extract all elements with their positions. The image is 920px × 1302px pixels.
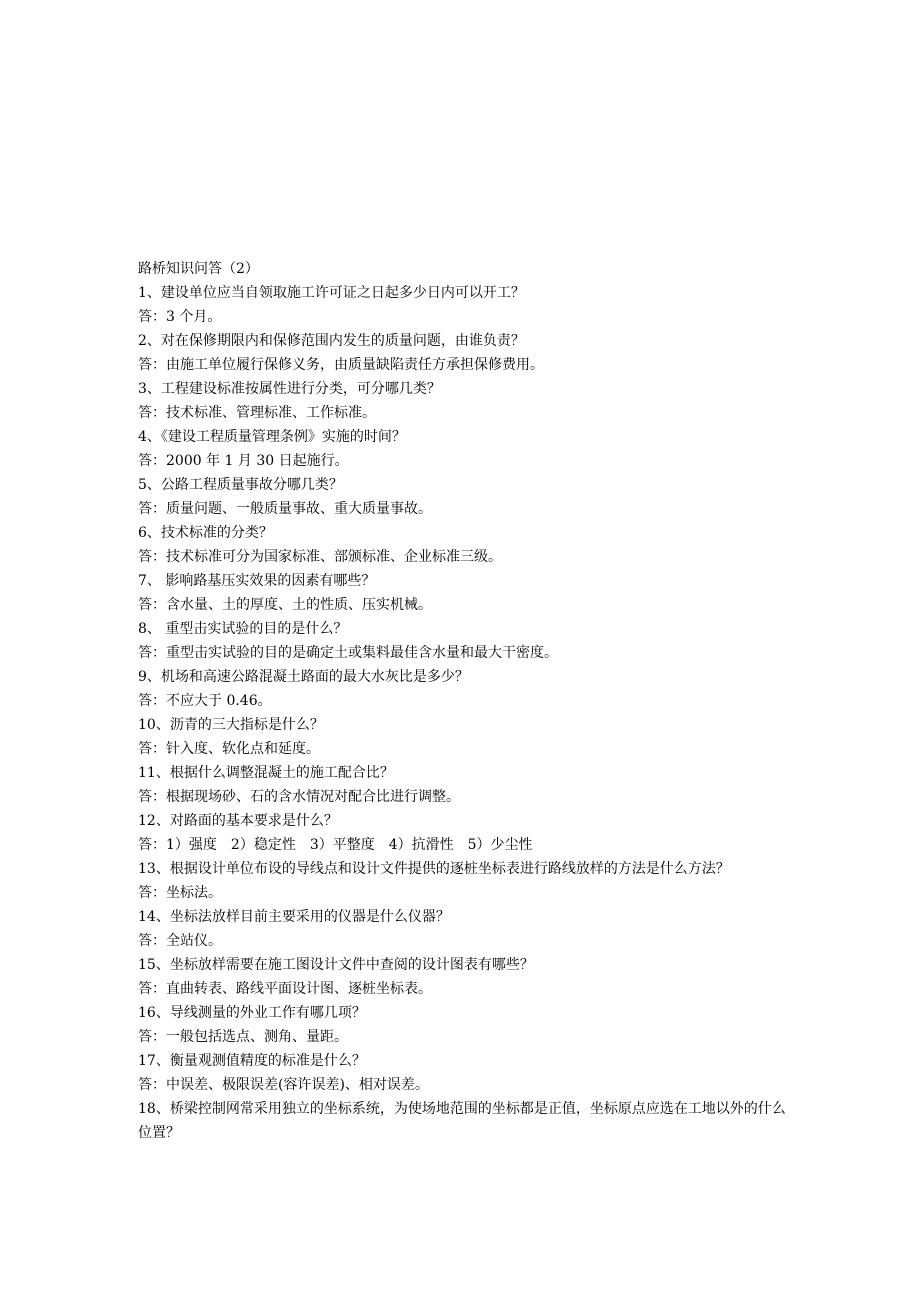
question-18: 18、桥梁控制网常采用独立的坐标系统，为使场地范围的坐标都是正值，坐标原点应选在工地以外的什么位置？ <box>138 1101 786 1141</box>
answer-1: 答：3 个月。 <box>138 309 222 325</box>
answer-8: 答：重型击实试验的目的是确定土或集料最佳含水量和最大干密度。 <box>138 645 558 661</box>
document-title: 路桥知识问答（2） <box>138 261 259 277</box>
answer-3: 答：技术标准、管理标准、工作标准。 <box>138 405 376 421</box>
question-13: 13、根据设计单位布设的导线点和设计文件提供的逐桩坐标表进行路线放样的方法是什么方法？ <box>138 861 730 877</box>
answer-7: 答：含水量、土的厚度、土的性质、压实机械。 <box>138 597 432 613</box>
question-4: 4、《建设工程质量管理条例》实施的时间？ <box>138 429 406 445</box>
answer-13: 答：坐标法。 <box>138 885 222 901</box>
answer-17: 答：中误差、极限误差(容许误差)、相对误差。 <box>138 1077 429 1093</box>
question-9: 9、机场和高速公路混凝土路面的最大水灰比是多少？ <box>138 669 469 685</box>
answer-14: 答：全站仪。 <box>138 933 222 949</box>
document-body <box>138 257 788 1145</box>
answer-4: 答：2000 年 1 月 30 日起施行。 <box>138 453 349 469</box>
question-1: 1、建设单位应当自领取施工许可证之日起多少日内可以开工？ <box>138 285 525 301</box>
answer-9: 答：不应大于 0.46。 <box>138 693 272 709</box>
answer-6: 答：技术标准可分为国家标准、部颁标准、企业标准三级。 <box>138 549 502 565</box>
question-8: 8、 重型击实试验的目的是什么？ <box>138 621 348 637</box>
answer-2: 答：由施工单位履行保修义务，由质量缺陷责任方承担保修费用。 <box>138 357 544 373</box>
answer-10: 答：针入度、软化点和延度。 <box>138 741 320 757</box>
question-14: 14、坐标法放样目前主要采用的仪器是什么仪器？ <box>138 909 450 925</box>
question-2: 2、对在保修期限内和保修范围内发生的质量问题，由谁负责？ <box>138 333 525 349</box>
question-5: 5、公路工程质量事故分哪几类？ <box>138 477 343 493</box>
question-10: 10、沥青的三大指标是什么？ <box>138 717 324 733</box>
answer-15: 答：直曲转表、路线平面设计图、逐桩坐标表。 <box>138 981 432 997</box>
question-6: 6、技术标准的分类？ <box>138 525 273 541</box>
answer-16: 答：一般包括选点、测角、量距。 <box>138 1029 348 1045</box>
question-17: 17、衡量观测值精度的标准是什么？ <box>138 1053 366 1069</box>
answer-5: 答：质量问题、一般质量事故、重大质量事故。 <box>138 501 432 517</box>
question-11: 11、根据什么调整混凝土的施工配合比？ <box>138 765 394 781</box>
answer-11: 答：根据现场砂、石的含水情况对配合比进行调整。 <box>138 789 460 805</box>
question-12: 12、对路面的基本要求是什么？ <box>138 813 338 829</box>
question-7: 7、 影响路基压实效果的因素有哪些？ <box>138 573 376 589</box>
question-16: 16、导线测量的外业工作有哪几项？ <box>138 1005 366 1021</box>
question-3: 3、工程建设标准按属性进行分类，可分哪几类？ <box>138 381 441 397</box>
answer-12: 答：1）强度 2）稳定性 3）平整度 4）抗滑性 5）少尘性 <box>138 837 533 853</box>
question-15: 15、坐标放样需要在施工图设计文件中查阅的设计图表有哪些？ <box>138 957 534 973</box>
